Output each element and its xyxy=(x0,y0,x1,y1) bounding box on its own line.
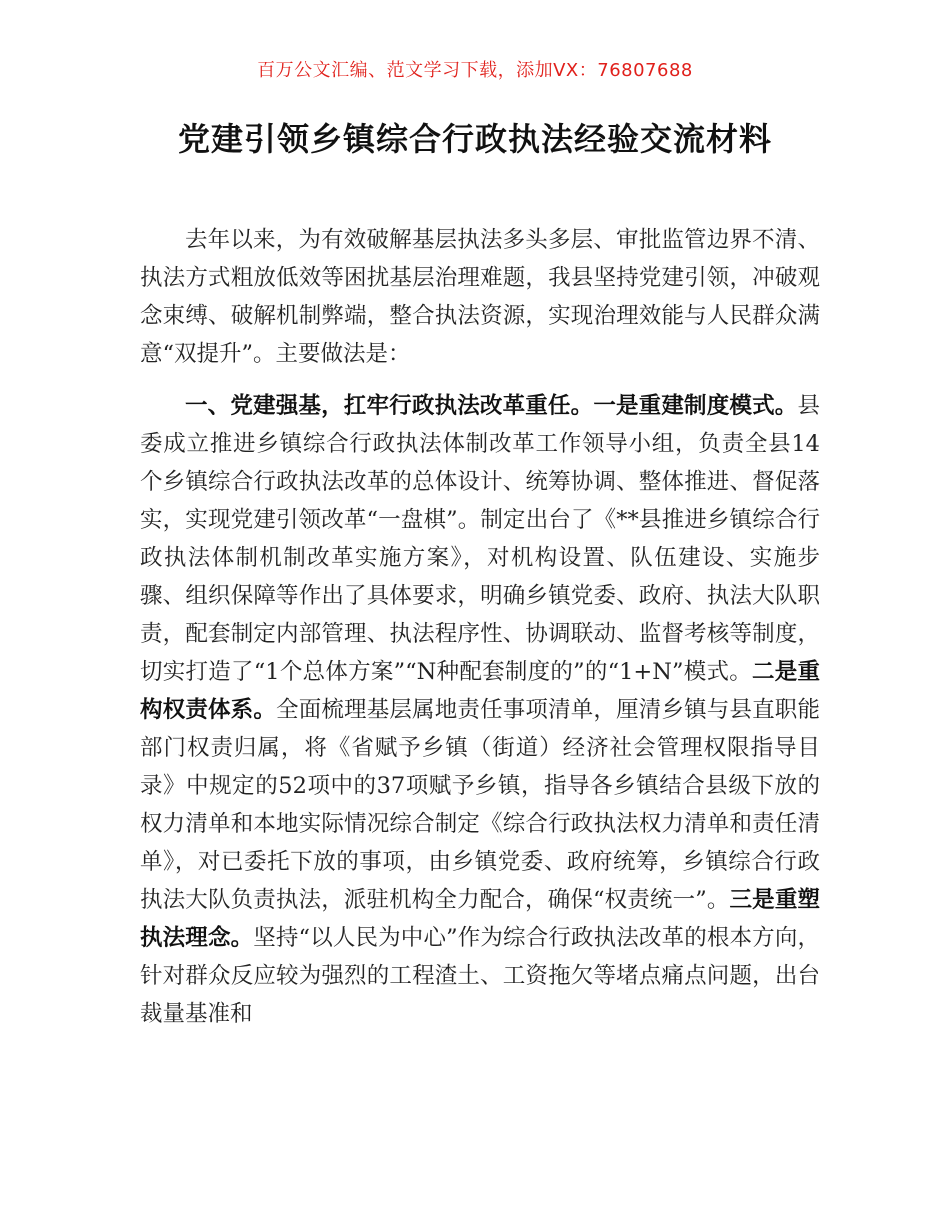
header-note: 百万公文汇编、范文学习下载，添加VX：76807688 xyxy=(257,60,693,81)
document-body xyxy=(140,221,820,1033)
point-2-text: 全面梳理基层属地责任事项清单，厘清乡镇与县直职能部门权责归属，将《省赋予乡镇（街道）经济社会管理权限指导目录》中规定的52项中的37项赋予乡镇，指导各乡镇结合县级下放的权力清单和本地实际情况综合制定《综合行政执法权力清单和责任清单》，对已委托下放的事项，由乡镇党委、政府统筹，乡镇综合行政执法大队负责执法，派驻机构全力配合，确保“权责统一”。 xyxy=(140,697,820,913)
point-3-text: 坚持“以人民为中心”作为综合行政执法改革的根本方向，针对群众反应较为强烈的工程渣土、工资拖欠等堵点痛点问题，出台裁量基准和 xyxy=(140,925,820,1027)
document-title: 党建引领乡镇综合行政执法经验交流材料 xyxy=(177,120,772,158)
section-1-heading: 一、党建强基，扛牢行政执法改革重任。 xyxy=(185,393,594,419)
point-3-title: 三是重塑执法理念。 xyxy=(140,887,820,951)
point-2-title: 二是重构权责体系。 xyxy=(140,659,820,723)
intro-paragraph: 去年以来，为有效破解基层执法多头多层、审批监管边界不清、执法方式粗放低效等困扰基层治理难题，我县坚持党建引领，冲破观念束缚、破解机制弊端，整合执法资源，实现治理效能与人民群众满意“双提升”。主要做法是： xyxy=(140,227,820,367)
point-1-text: 县委成立推进乡镇综合行政执法体制改革工作领导小组，负责全县14个乡镇综合行政执法改革的总体设计、统筹协调、整体推进、督促落实，实现党建引领改革“一盘棋”。制定出台了《**县推进乡镇综合行政执法体制机制改革实施方案》，对机构设置、队伍建设、实施步骤、组织保障等作出了具体要求，明确乡镇党委、政府、执法大队职责，配套制定内部管理、执法程序性、协调联动、监督考核等制度，切实打造了“1个总体方案”“N种配套制度的”的“1+N”模式。 xyxy=(140,393,820,685)
section-1-paragraph xyxy=(140,387,820,1033)
point-1-title: 一是重建制度模式。 xyxy=(593,393,798,419)
